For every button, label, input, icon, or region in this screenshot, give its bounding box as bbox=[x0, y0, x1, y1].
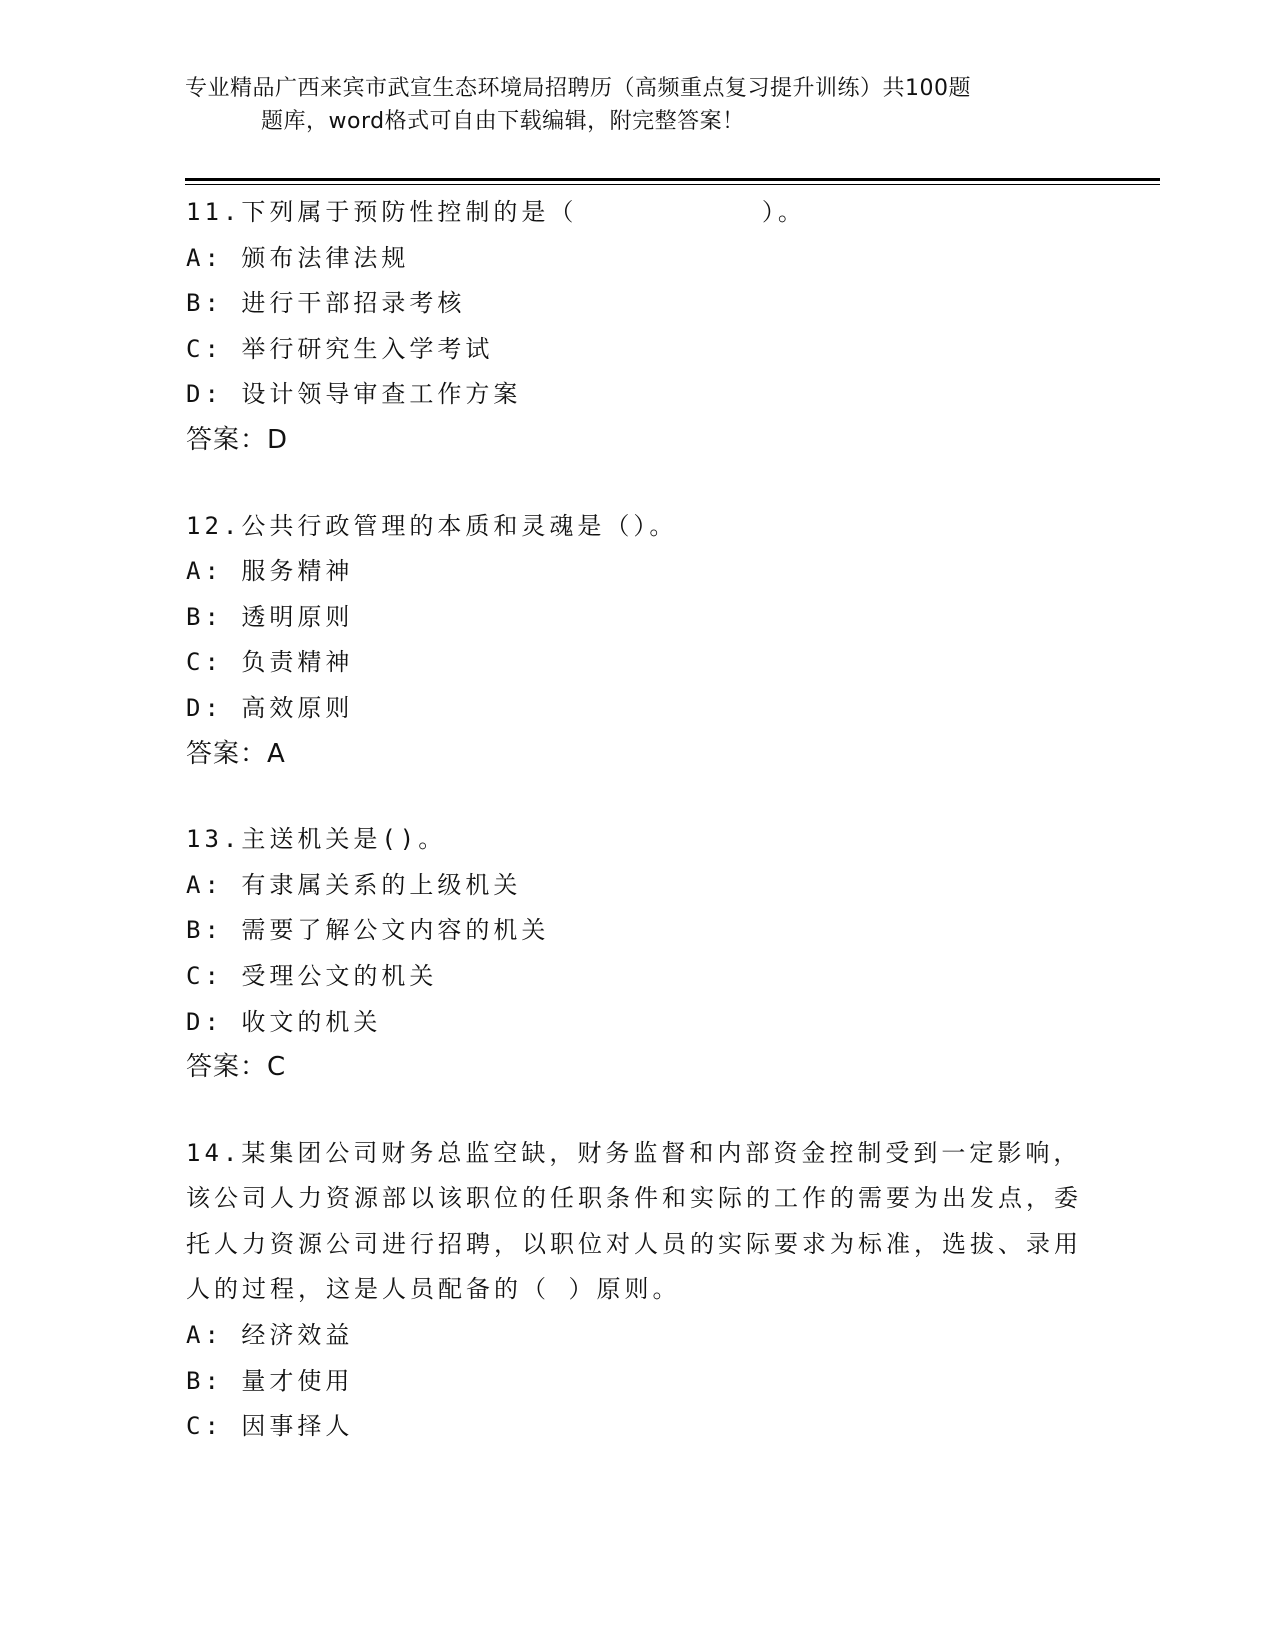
option-c: C: 举行研究生入学考试 bbox=[186, 334, 494, 363]
option-b: B: 量才使用 bbox=[186, 1366, 354, 1395]
document-header bbox=[185, 72, 1085, 138]
question-text: 14.某集团公司财务总监空缺，财务监督和内部资金控制受到一定影响，该公司人力资源部以该职位的任职条件和实际的工作的需要为出发点，委托人力资源公司进行招聘，以职位对人员的实际要求为标准，选拔、录用人的过程，这是人员配备的（ ）原则。 bbox=[186, 1138, 1082, 1304]
header-rule-thick bbox=[185, 178, 1160, 181]
option-b: B: 进行干部招录考核 bbox=[186, 289, 466, 318]
question-14 bbox=[186, 1131, 1086, 1450]
option-a: A: 有隶属关系的上级机关 bbox=[186, 870, 522, 899]
question-12 bbox=[186, 504, 1086, 778]
answer-line: 答案：A bbox=[186, 738, 286, 769]
option-c: C: 因事择人 bbox=[186, 1412, 354, 1441]
question-list bbox=[186, 190, 1086, 1490]
question-text: 12.公共行政管理的本质和灵魂是（）。 bbox=[186, 511, 678, 540]
question-11 bbox=[186, 190, 1086, 464]
header-line-2: 题库，word格式可自由下载编辑，附完整答案！ bbox=[261, 109, 745, 134]
question-text: 11.下列属于预防性控制的是（ ）。 bbox=[186, 198, 806, 226]
option-a: A: 经济效益 bbox=[186, 1321, 354, 1350]
header-line-1: 专业精品广西来宾市武宣生态环境局招聘历（高频重点复习提升训练）共100题 bbox=[185, 76, 971, 101]
option-d: D: 设计领导审查工作方案 bbox=[186, 380, 522, 409]
answer-line: 答案：C bbox=[186, 1052, 287, 1083]
header-rule-thin bbox=[185, 184, 1160, 185]
question-13 bbox=[186, 817, 1086, 1091]
question-text: 13.主送机关是()。 bbox=[186, 825, 447, 854]
option-d: D: 收文的机关 bbox=[186, 1007, 382, 1036]
answer-line: 答案：D bbox=[186, 424, 289, 455]
option-b: B: 需要了解公文内容的机关 bbox=[186, 916, 550, 945]
option-d: D: 高效原则 bbox=[186, 693, 354, 722]
option-a: A: 服务精神 bbox=[186, 557, 354, 586]
option-a: A: 颁布法律法规 bbox=[186, 243, 410, 272]
option-c: C: 受理公文的机关 bbox=[186, 961, 438, 990]
option-c: C: 负责精神 bbox=[186, 648, 354, 677]
option-b: B: 透明原则 bbox=[186, 602, 354, 631]
